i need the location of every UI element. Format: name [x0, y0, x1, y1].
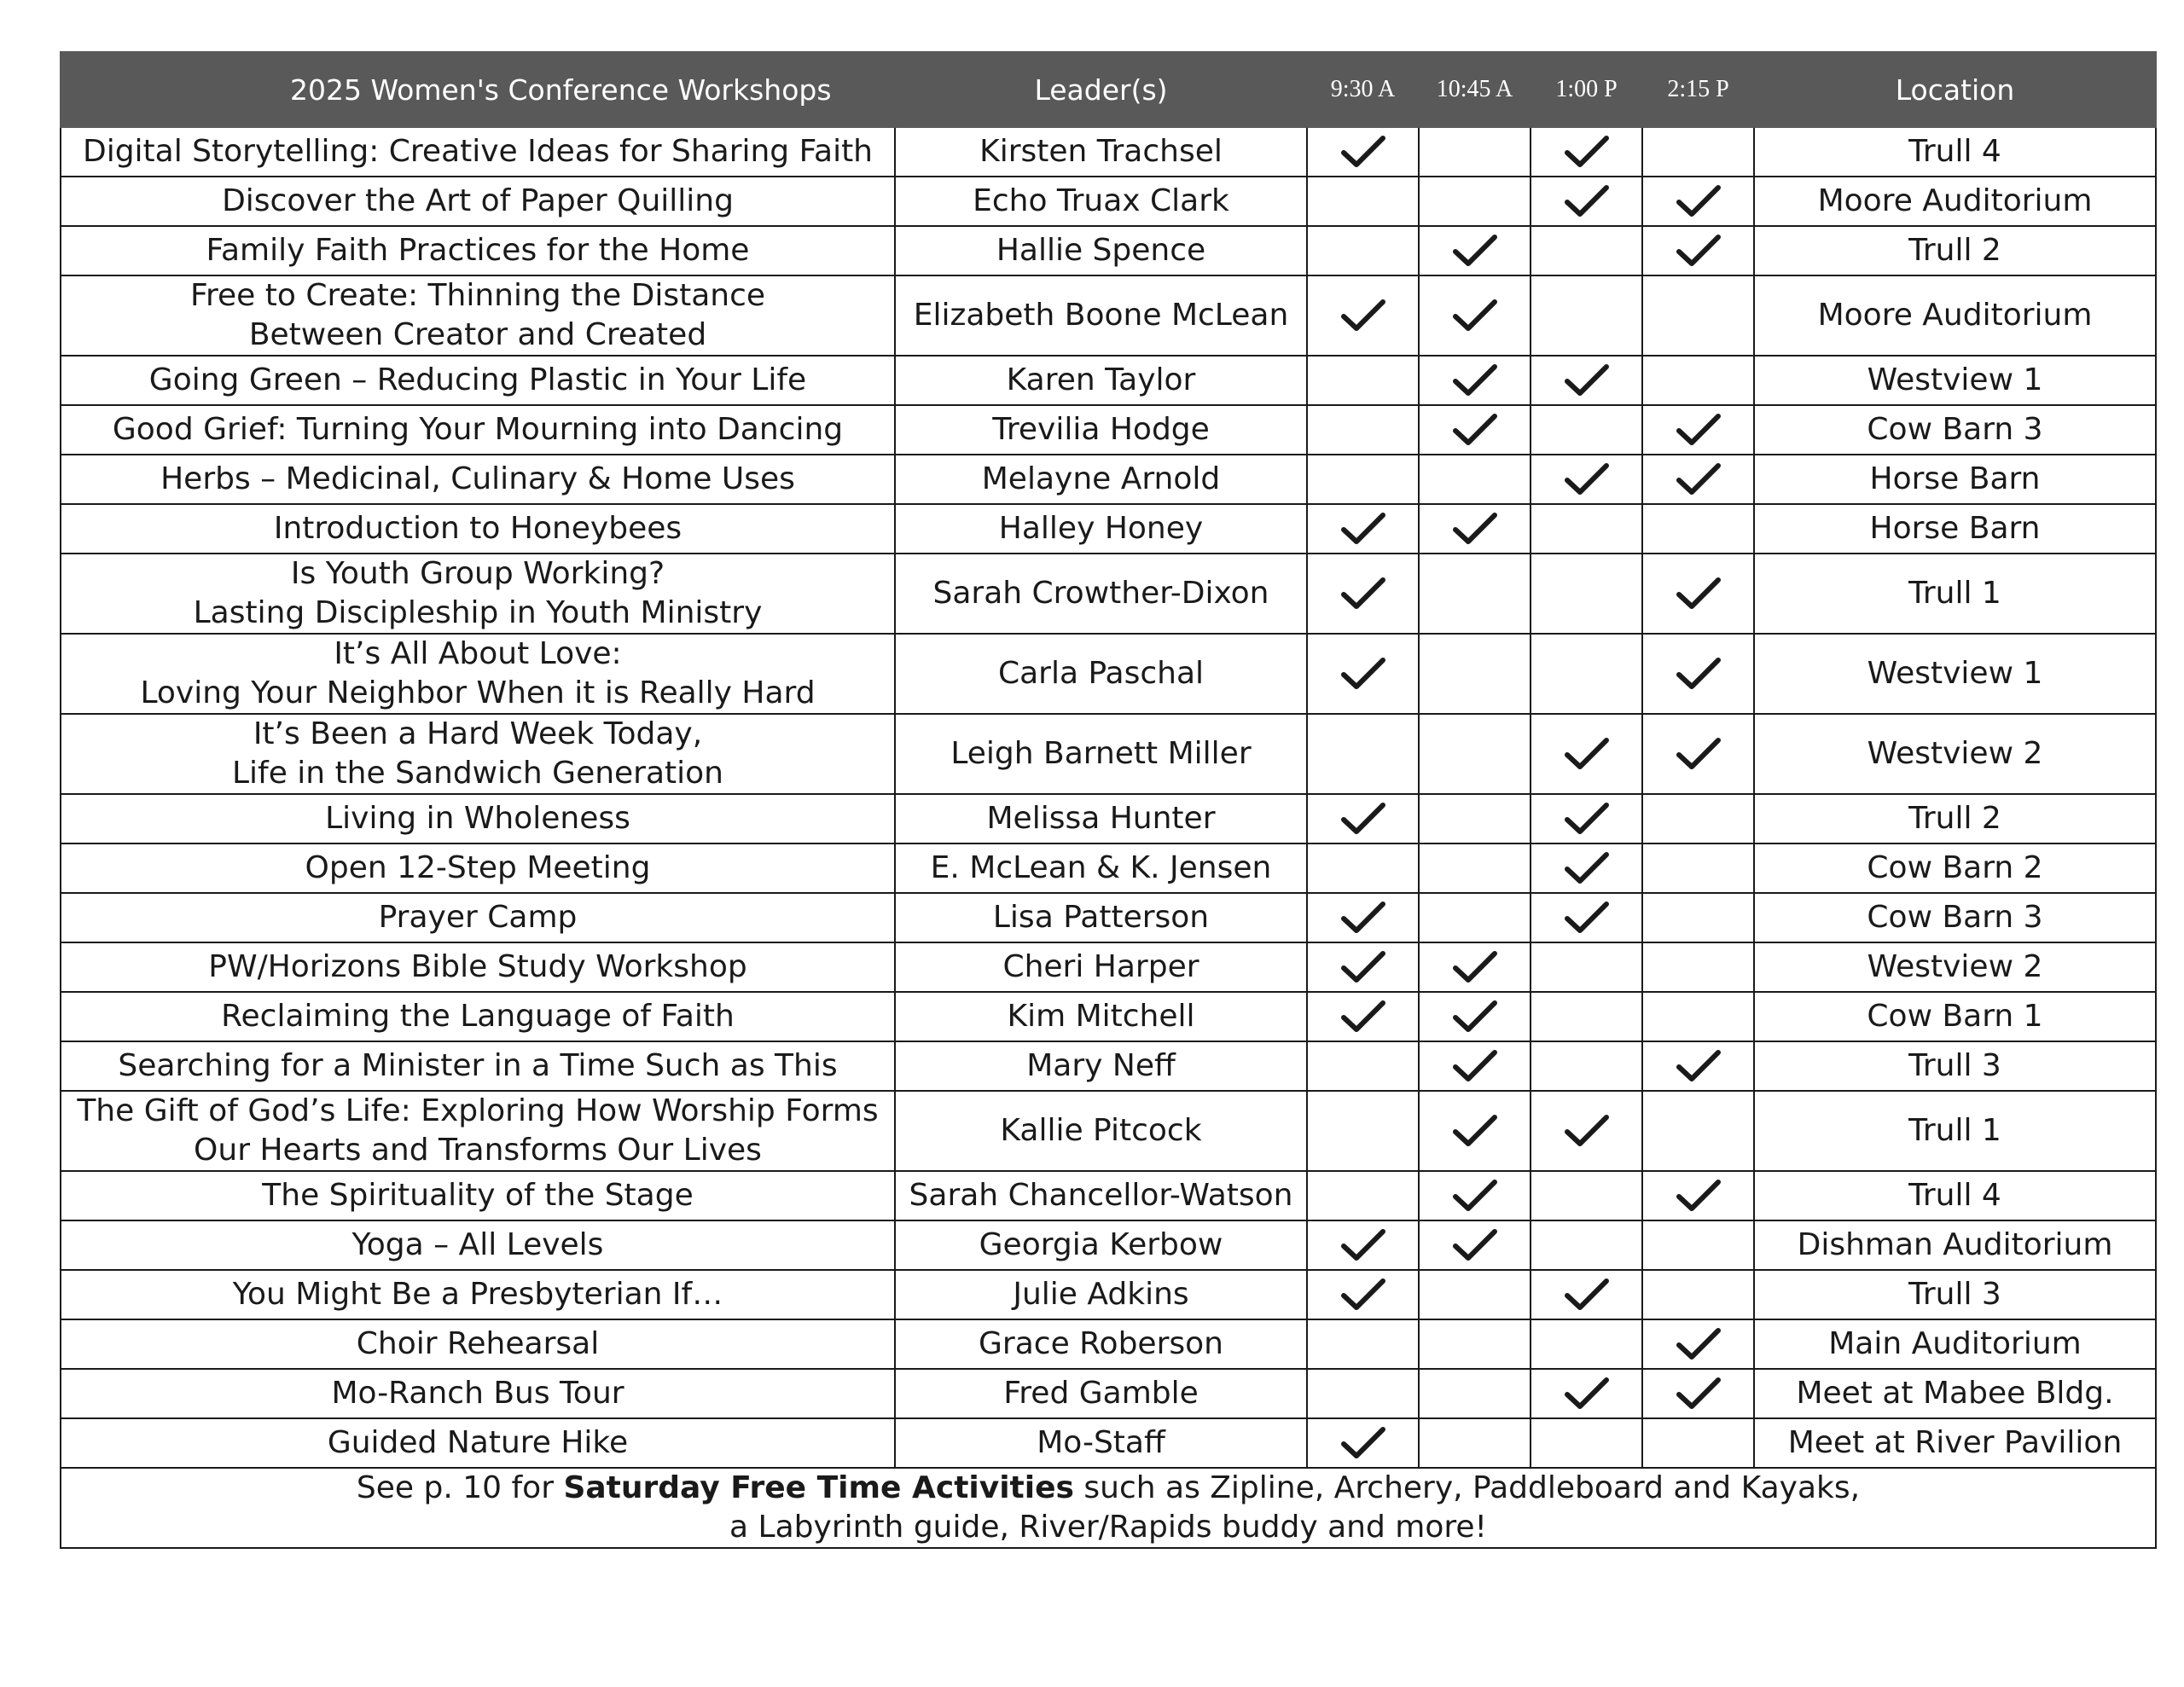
workshop-slot-0930	[1307, 1171, 1419, 1220]
workshop-slot-0215	[1642, 714, 1754, 794]
check-icon	[1675, 1047, 1722, 1085]
check-icon	[1451, 1177, 1499, 1215]
check-icon	[1451, 411, 1499, 449]
check-icon	[1451, 232, 1499, 270]
table-row	[61, 1418, 2156, 1468]
workshop-slot-0100	[1531, 992, 1642, 1041]
check-icon	[1563, 183, 1611, 220]
workshop-title-line: Herbs – Medicinal, Culinary & Home Uses	[160, 461, 795, 496]
workshop-slot-0930	[1307, 634, 1419, 714]
workshop-title-line: Guided Nature Hike	[327, 1425, 629, 1460]
check-icon	[1675, 1375, 1722, 1412]
footer-note	[61, 1468, 2156, 1548]
check-icon	[1563, 133, 1611, 171]
workshop-title	[61, 1418, 895, 1468]
workshop-slot-0100	[1531, 1319, 1642, 1369]
footer-text-bold: Saturday Free Time Activities	[563, 1470, 1074, 1505]
workshop-slot-0215	[1642, 794, 1754, 844]
table-row	[61, 1319, 2156, 1369]
workshop-location: Main Auditorium	[1754, 1319, 2156, 1369]
workshop-slot-0215	[1642, 554, 1754, 634]
workshop-slot-0215	[1642, 455, 1754, 504]
check-icon	[1451, 1226, 1499, 1264]
workshop-leader: Elizabeth Boone McLean	[895, 275, 1307, 356]
workshop-slot-1045	[1419, 554, 1531, 634]
workshop-title-line: Introduction to Honeybees	[273, 511, 682, 546]
workshop-slot-0215	[1642, 405, 1754, 455]
workshop-location: Cow Barn 2	[1754, 844, 2156, 893]
check-icon	[1675, 1325, 1722, 1363]
check-icon	[1563, 800, 1611, 838]
workshop-slot-0100	[1531, 714, 1642, 794]
table-row	[61, 455, 2156, 504]
check-icon	[1339, 655, 1387, 693]
workshop-slot-1045	[1419, 844, 1531, 893]
check-icon	[1339, 133, 1387, 171]
workshop-slot-0100	[1531, 1220, 1642, 1270]
check-icon	[1563, 461, 1611, 498]
workshop-slot-0215	[1642, 356, 1754, 405]
check-icon	[1339, 510, 1387, 548]
check-icon	[1451, 510, 1499, 548]
workshop-slot-1045	[1419, 1091, 1531, 1171]
workshop-title-line: Discover the Art of Paper Quilling	[222, 183, 734, 218]
workshop-title-line: Between Creator and Created	[248, 317, 707, 352]
check-icon	[1339, 1424, 1387, 1462]
workshop-slot-0100	[1531, 844, 1642, 893]
workshop-location: Westview 1	[1754, 356, 2156, 405]
header-slot-0930: 9:30 A	[1307, 52, 1419, 127]
workshop-location: Meet at River Pavilion	[1754, 1418, 2156, 1468]
header-title: 2025 Women's Conference Workshops	[61, 52, 895, 127]
workshop-slot-1045	[1419, 942, 1531, 992]
workshop-title-line: Yoga – All Levels	[351, 1227, 604, 1262]
table-row	[61, 356, 2156, 405]
table-row	[61, 127, 2156, 177]
header-slot-0100: 1:00 P	[1531, 52, 1642, 127]
table-row	[61, 226, 2156, 275]
workshop-title	[61, 275, 895, 356]
workshop-title-line: It’s All About Love:	[334, 636, 622, 671]
footer-text-before: See p. 10 for	[356, 1470, 564, 1505]
table-row	[61, 554, 2156, 634]
workshop-location: Moore Auditorium	[1754, 275, 2156, 356]
header-leaders: Leader(s)	[895, 52, 1307, 127]
workshop-title-line: Choir Rehearsal	[356, 1326, 600, 1361]
table-row	[61, 1220, 2156, 1270]
workshop-title	[61, 844, 895, 893]
footer-text-after: such as Zipline, Archery, Paddleboard and Kayaks,	[1073, 1470, 1861, 1505]
workshop-leader: Mary Neff	[895, 1041, 1307, 1091]
workshop-leader: Grace Roberson	[895, 1319, 1307, 1369]
workshop-slot-0930	[1307, 1369, 1419, 1418]
workshop-slot-0930	[1307, 455, 1419, 504]
workshop-title	[61, 455, 895, 504]
workshop-title-line: The Gift of God’s Life: Exploring How Worship Forms	[77, 1093, 879, 1128]
workshop-slot-1045	[1419, 405, 1531, 455]
table-row	[61, 714, 2156, 794]
workshop-slot-0100	[1531, 634, 1642, 714]
workshop-title-line: Reclaiming the Language of Faith	[221, 999, 735, 1034]
workshop-location: Trull 2	[1754, 794, 2156, 844]
workshop-leader: Kim Mitchell	[895, 992, 1307, 1041]
workshop-slot-0100	[1531, 942, 1642, 992]
workshop-slot-1045	[1419, 1220, 1531, 1270]
workshop-title	[61, 554, 895, 634]
workshop-slot-1045	[1419, 455, 1531, 504]
workshop-slot-0100	[1531, 1091, 1642, 1171]
workshop-title	[61, 226, 895, 275]
workshop-slot-0215	[1642, 893, 1754, 942]
check-icon	[1339, 998, 1387, 1035]
workshop-title-line: You Might Be a Presbyterian If…	[232, 1277, 723, 1312]
workshop-title-line: Mo-Ranch Bus Tour	[331, 1376, 624, 1411]
workshop-slot-0100	[1531, 1171, 1642, 1220]
workshop-slot-0215	[1642, 992, 1754, 1041]
workshop-location: Trull 3	[1754, 1041, 2156, 1091]
table-row	[61, 634, 2156, 714]
workshop-slot-0930	[1307, 942, 1419, 992]
table-row	[61, 1171, 2156, 1220]
check-icon	[1675, 183, 1722, 220]
workshop-location: Cow Barn 1	[1754, 992, 2156, 1041]
workshop-title-line: PW/Horizons Bible Study Workshop	[208, 949, 747, 984]
workshop-title	[61, 794, 895, 844]
workshop-location: Dishman Auditorium	[1754, 1220, 2156, 1270]
table-row	[61, 942, 2156, 992]
workshop-slot-0215	[1642, 634, 1754, 714]
workshop-slot-0100	[1531, 356, 1642, 405]
workshop-title	[61, 1091, 895, 1171]
check-icon	[1675, 461, 1722, 498]
workshop-title-line: Lasting Discipleship in Youth Ministry	[193, 595, 763, 630]
workshop-title	[61, 177, 895, 226]
check-icon	[1451, 362, 1499, 399]
workshop-slot-0215	[1642, 1220, 1754, 1270]
workshop-slot-0100	[1531, 275, 1642, 356]
workshop-location: Cow Barn 3	[1754, 405, 2156, 455]
workshop-title	[61, 992, 895, 1041]
check-icon	[1675, 411, 1722, 449]
workshop-location: Westview 1	[1754, 634, 2156, 714]
workshop-slot-0215	[1642, 1171, 1754, 1220]
workshop-leader: Leigh Barnett Miller	[895, 714, 1307, 794]
workshop-slot-1045	[1419, 893, 1531, 942]
workshop-slot-0100	[1531, 504, 1642, 554]
workshop-slot-0930	[1307, 1091, 1419, 1171]
check-icon	[1563, 1276, 1611, 1313]
workshop-slot-0930	[1307, 1041, 1419, 1091]
workshop-leader: Mo-Staff	[895, 1418, 1307, 1468]
workshop-slot-0215	[1642, 1418, 1754, 1468]
workshop-slot-1045	[1419, 275, 1531, 356]
table-row	[61, 275, 2156, 356]
workshop-slot-1045	[1419, 714, 1531, 794]
workshop-location: Trull 1	[1754, 1091, 2156, 1171]
workshop-leader: Melayne Arnold	[895, 455, 1307, 504]
workshop-leader: Carla Paschal	[895, 634, 1307, 714]
workshop-title-line: Digital Storytelling: Creative Ideas for Sharing Faith	[82, 134, 874, 169]
workshop-slot-1045	[1419, 177, 1531, 226]
table-row	[61, 1091, 2156, 1171]
workshop-title	[61, 405, 895, 455]
check-icon	[1451, 1112, 1499, 1150]
workshop-title-line: Family Faith Practices for the Home	[206, 233, 750, 268]
workshop-location: Trull 2	[1754, 226, 2156, 275]
workshop-location: Meet at Mabee Bldg.	[1754, 1369, 2156, 1418]
workshop-slot-1045	[1419, 127, 1531, 177]
workshop-location: Cow Barn 3	[1754, 893, 2156, 942]
check-icon	[1339, 575, 1387, 612]
workshop-slot-0930	[1307, 1418, 1419, 1468]
workshop-slot-0100	[1531, 554, 1642, 634]
workshop-slot-0100	[1531, 1369, 1642, 1418]
workshop-slot-1045	[1419, 1270, 1531, 1319]
workshop-slot-1045	[1419, 1171, 1531, 1220]
workshop-location: Westview 2	[1754, 714, 2156, 794]
workshop-slot-1045	[1419, 226, 1531, 275]
workshop-title	[61, 942, 895, 992]
workshop-title-line: Loving Your Neighbor When it is Really Hard	[140, 675, 816, 710]
workshop-location: Moore Auditorium	[1754, 177, 2156, 226]
table-row	[61, 844, 2156, 893]
footer-row	[61, 1468, 2156, 1548]
workshop-slot-0930	[1307, 844, 1419, 893]
workshop-leader: Kirsten Trachsel	[895, 127, 1307, 177]
workshop-slot-0930	[1307, 127, 1419, 177]
workshop-leader: Echo Truax Clark	[895, 177, 1307, 226]
check-icon	[1339, 948, 1387, 986]
workshop-leader: Kallie Pitcock	[895, 1091, 1307, 1171]
check-icon	[1563, 899, 1611, 936]
workshop-leader: Fred Gamble	[895, 1369, 1307, 1418]
workshop-slot-0930	[1307, 893, 1419, 942]
workshop-location: Westview 2	[1754, 942, 2156, 992]
workshop-title	[61, 1041, 895, 1091]
workshop-location: Trull 4	[1754, 127, 2156, 177]
workshop-slot-0930	[1307, 992, 1419, 1041]
header-location: Location	[1754, 52, 2156, 127]
workshop-leader: Sarah Crowther-Dixon	[895, 554, 1307, 634]
workshop-title-line: Our Hearts and Transforms Our Lives	[194, 1133, 762, 1168]
table-row	[61, 1041, 2156, 1091]
workshop-slot-0215	[1642, 1270, 1754, 1319]
table-row	[61, 794, 2156, 844]
workshop-title-line: Good Grief: Turning Your Mourning into Dancing	[112, 412, 844, 447]
workshop-title	[61, 1369, 895, 1418]
check-icon	[1339, 1226, 1387, 1264]
workshop-slot-0930	[1307, 177, 1419, 226]
workshop-slot-0215	[1642, 1369, 1754, 1418]
table-row	[61, 992, 2156, 1041]
check-icon	[1451, 948, 1499, 986]
workshop-title	[61, 1270, 895, 1319]
workshop-slot-1045	[1419, 992, 1531, 1041]
workshop-slot-0100	[1531, 177, 1642, 226]
workshop-leader: Hallie Spence	[895, 226, 1307, 275]
workshop-slot-0215	[1642, 275, 1754, 356]
workshop-slot-1045	[1419, 1041, 1531, 1091]
workshop-title-line: The Spirituality of the Stage	[262, 1178, 694, 1213]
workshop-slot-0100	[1531, 226, 1642, 275]
workshop-slot-0100	[1531, 893, 1642, 942]
workshop-slot-0930	[1307, 504, 1419, 554]
workshop-slot-1045	[1419, 794, 1531, 844]
workshop-leader: Julie Adkins	[895, 1270, 1307, 1319]
workshop-slot-0930	[1307, 554, 1419, 634]
check-icon	[1675, 232, 1722, 270]
workshop-slot-0930	[1307, 356, 1419, 405]
workshop-title	[61, 1220, 895, 1270]
table-row	[61, 893, 2156, 942]
workshop-slot-0930	[1307, 794, 1419, 844]
workshop-slot-0215	[1642, 1091, 1754, 1171]
workshop-location: Horse Barn	[1754, 504, 2156, 554]
workshop-leader: Georgia Kerbow	[895, 1220, 1307, 1270]
table-row	[61, 177, 2156, 226]
check-icon	[1675, 575, 1722, 612]
check-icon	[1339, 800, 1387, 838]
workshop-slot-0215	[1642, 226, 1754, 275]
workshop-title	[61, 1319, 895, 1369]
workshop-leader: Trevilia Hodge	[895, 405, 1307, 455]
table-row	[61, 405, 2156, 455]
workshop-slot-0215	[1642, 1041, 1754, 1091]
table-row	[61, 1369, 2156, 1418]
workshop-slot-0100	[1531, 1418, 1642, 1468]
workshop-slot-1045	[1419, 504, 1531, 554]
workshop-slot-0215	[1642, 504, 1754, 554]
header-slot-1045: 10:45 A	[1419, 52, 1531, 127]
check-icon	[1563, 1112, 1611, 1150]
check-icon	[1675, 1177, 1722, 1215]
workshop-slot-0100	[1531, 1041, 1642, 1091]
workshop-title-line: It’s Been a Hard Week Today,	[253, 716, 703, 751]
workshop-location: Horse Barn	[1754, 455, 2156, 504]
workshop-slot-1045	[1419, 356, 1531, 405]
workshop-slot-0215	[1642, 844, 1754, 893]
workshop-slot-0100	[1531, 127, 1642, 177]
workshop-leader: Cheri Harper	[895, 942, 1307, 992]
workshop-slot-0930	[1307, 1220, 1419, 1270]
workshop-title	[61, 127, 895, 177]
workshop-title-line: Open 12-Step Meeting	[305, 850, 651, 885]
workshop-title	[61, 634, 895, 714]
workshop-slot-0100	[1531, 1270, 1642, 1319]
workshop-slot-0215	[1642, 942, 1754, 992]
header-slot-0215: 2:15 P	[1642, 52, 1754, 127]
workshop-slot-1045	[1419, 1418, 1531, 1468]
workshop-slot-0930	[1307, 1319, 1419, 1369]
workshop-slot-0930	[1307, 714, 1419, 794]
workshop-slot-0215	[1642, 127, 1754, 177]
workshop-slot-0215	[1642, 177, 1754, 226]
check-icon	[1675, 735, 1722, 773]
footer-text-line2: a Labyrinth guide, River/Rapids buddy and more!	[729, 1510, 1487, 1545]
workshop-slot-1045	[1419, 1369, 1531, 1418]
check-icon	[1451, 998, 1499, 1035]
workshop-title	[61, 504, 895, 554]
workshop-location: Trull 3	[1754, 1270, 2156, 1319]
workshop-slot-1045	[1419, 634, 1531, 714]
workshop-title-line: Searching for a Minister in a Time Such as This	[118, 1048, 838, 1083]
workshop-schedule-sheet	[60, 51, 2155, 1549]
workshop-title-line: Living in Wholeness	[325, 801, 630, 836]
check-icon	[1339, 297, 1387, 334]
workshop-slot-0100	[1531, 405, 1642, 455]
workshop-title-line: Life in the Sandwich Generation	[231, 756, 724, 791]
workshop-location: Trull 1	[1754, 554, 2156, 634]
check-icon	[1563, 362, 1611, 399]
workshop-title	[61, 1171, 895, 1220]
workshop-title	[61, 893, 895, 942]
workshop-leader: E. McLean & K. Jensen	[895, 844, 1307, 893]
workshop-slot-0100	[1531, 455, 1642, 504]
workshop-table	[60, 51, 2157, 1549]
check-icon	[1451, 1047, 1499, 1085]
workshop-slot-0930	[1307, 405, 1419, 455]
table-row	[61, 1270, 2156, 1319]
workshop-slot-0215	[1642, 1319, 1754, 1369]
workshop-leader: Karen Taylor	[895, 356, 1307, 405]
workshop-title-line: Prayer Camp	[378, 900, 578, 935]
check-icon	[1563, 849, 1611, 887]
workshop-title	[61, 356, 895, 405]
workshop-slot-0930	[1307, 275, 1419, 356]
check-icon	[1339, 1276, 1387, 1313]
table-row	[61, 504, 2156, 554]
workshop-slot-0100	[1531, 794, 1642, 844]
table-header-row	[61, 52, 2156, 127]
workshop-leader: Halley Honey	[895, 504, 1307, 554]
check-icon	[1563, 735, 1611, 773]
workshop-slot-1045	[1419, 1319, 1531, 1369]
workshop-leader: Melissa Hunter	[895, 794, 1307, 844]
check-icon	[1339, 899, 1387, 936]
workshop-title	[61, 714, 895, 794]
workshop-title-line: Is Youth Group Working?	[290, 556, 665, 591]
workshop-slot-0930	[1307, 1270, 1419, 1319]
workshop-leader: Lisa Patterson	[895, 893, 1307, 942]
check-icon	[1563, 1375, 1611, 1412]
workshop-title-line: Free to Create: Thinning the Distance	[189, 278, 766, 313]
workshop-slot-0930	[1307, 226, 1419, 275]
check-icon	[1675, 655, 1722, 693]
workshop-location: Trull 4	[1754, 1171, 2156, 1220]
check-icon	[1451, 297, 1499, 334]
workshop-rows	[61, 127, 2156, 1468]
workshop-leader: Sarah Chancellor-Watson	[895, 1171, 1307, 1220]
workshop-title-line: Going Green – Reducing Plastic in Your Life	[148, 362, 807, 397]
